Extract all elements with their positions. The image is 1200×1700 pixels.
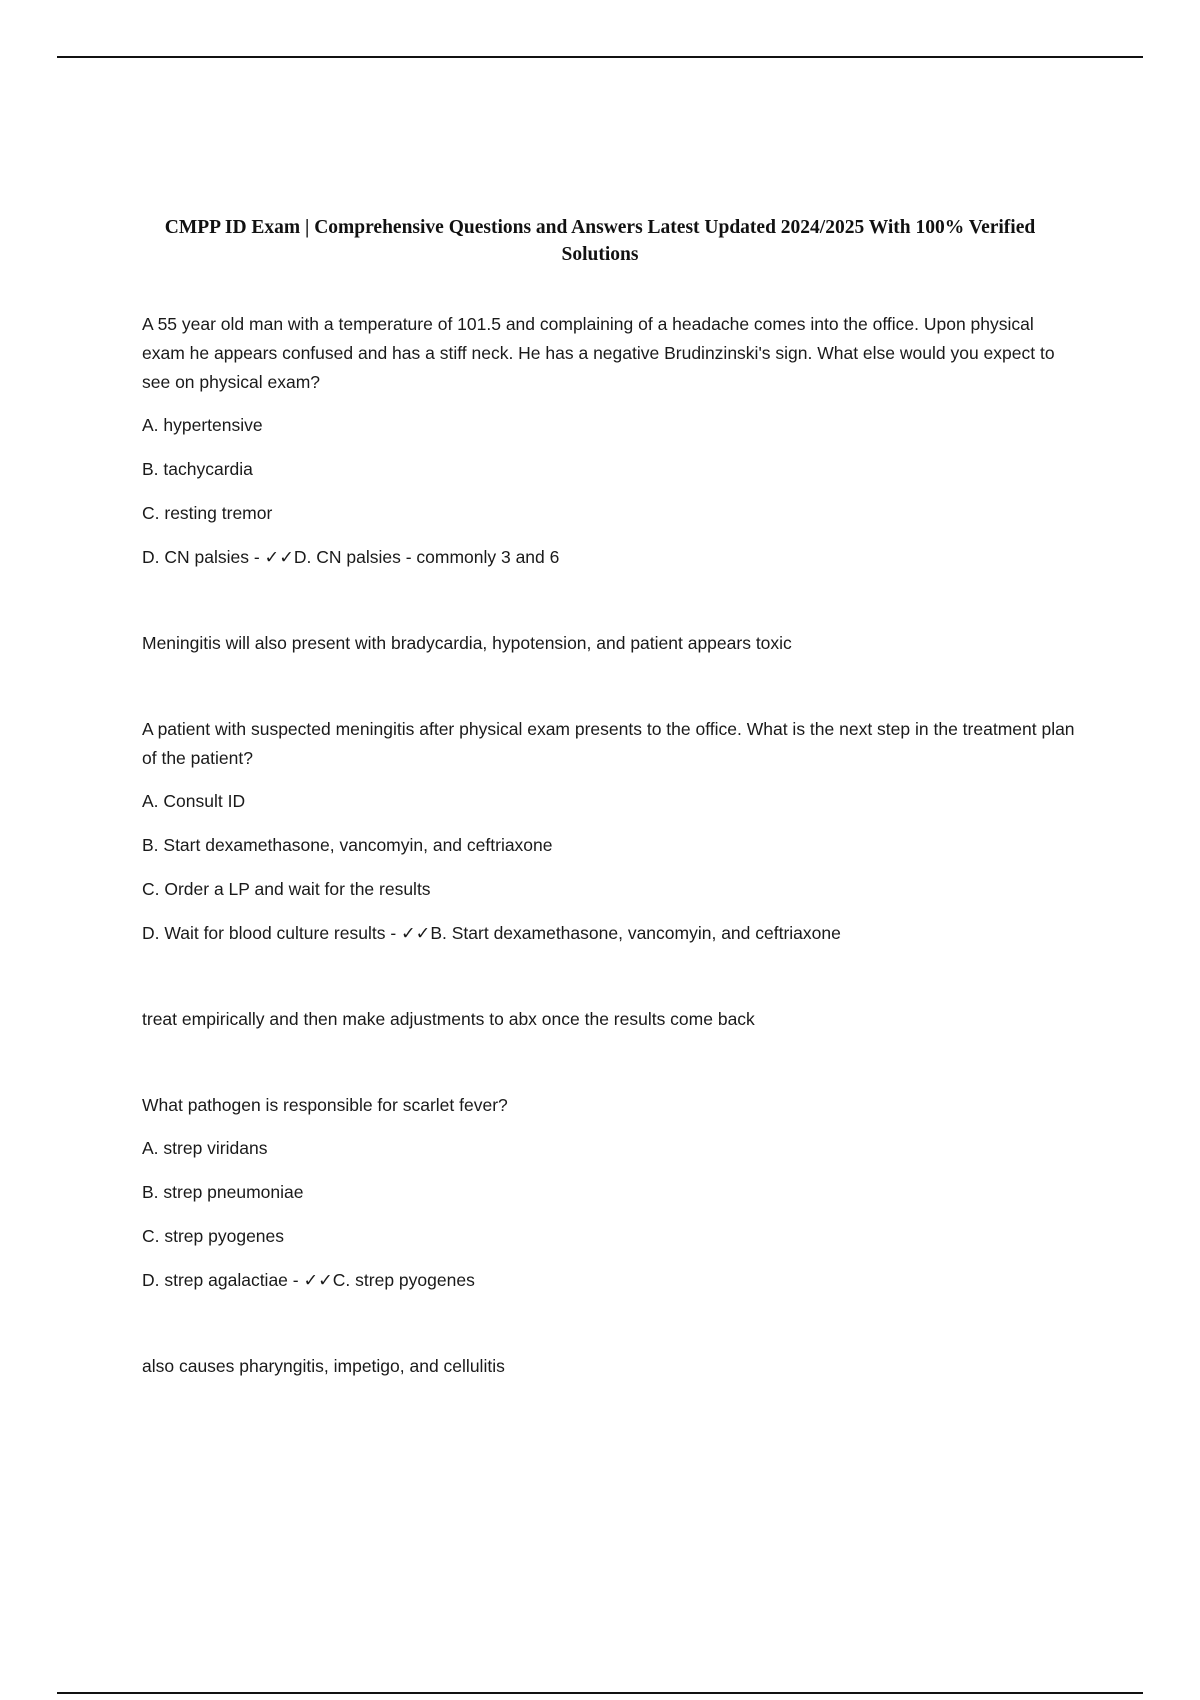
- question-text: What pathogen is responsible for scarlet fever?: [142, 1095, 508, 1115]
- option-b: B. tachycardia: [142, 459, 253, 479]
- option-b: B. strep pneumoniae: [142, 1182, 304, 1202]
- top-rule: [57, 56, 1143, 58]
- question-block-2: [142, 715, 1077, 1034]
- option-d-answer: D. Wait for blood culture results - ✓✓B. Start dexamethasone, vancomyin, and ceftriaxone: [142, 923, 841, 943]
- option-a: A. Consult ID: [142, 791, 246, 811]
- option-c: C. resting tremor: [142, 503, 273, 523]
- question-block-1: [142, 310, 1077, 658]
- answer-explanation: treat empirically and then make adjustments to abx once the results come back: [142, 1009, 755, 1029]
- option-d-answer: D. CN palsies - ✓✓D. CN palsies - commonly 3 and 6: [142, 547, 560, 567]
- question-text: A 55 year old man with a temperature of 101.5 and complaining of a headache comes into the office. Upon physical exam he appears confused and has a stiff neck. He has a negative Brudinzinski's sign. What else would you expect to see on physical exam?: [142, 314, 1055, 392]
- question-block-3: [142, 1091, 1077, 1381]
- option-b: B. Start dexamethasone, vancomyin, and ceftriaxone: [142, 835, 553, 855]
- document-body: [142, 310, 1077, 1381]
- option-d-answer: D. strep agalactiae - ✓✓C. strep pyogenes: [142, 1270, 475, 1290]
- option-a: A. hypertensive: [142, 415, 263, 435]
- option-c: C. Order a LP and wait for the results: [142, 879, 431, 899]
- option-c: C. strep pyogenes: [142, 1226, 285, 1246]
- answer-explanation: Meningitis will also present with bradycardia, hypotension, and patient appears toxic: [142, 633, 792, 653]
- option-a: A. strep viridans: [142, 1138, 268, 1158]
- bottom-rule: [57, 1692, 1143, 1694]
- document-title: CMPP ID Exam | Comprehensive Questions and Answers Latest Updated 2024/2025 With 100% Verified Solutions: [164, 217, 1036, 265]
- answer-explanation: also causes pharyngitis, impetigo, and cellulitis: [142, 1356, 505, 1376]
- question-text: A patient with suspected meningitis after physical exam presents to the office. What is the next step in the treatment plan of the patient?: [142, 719, 1075, 768]
